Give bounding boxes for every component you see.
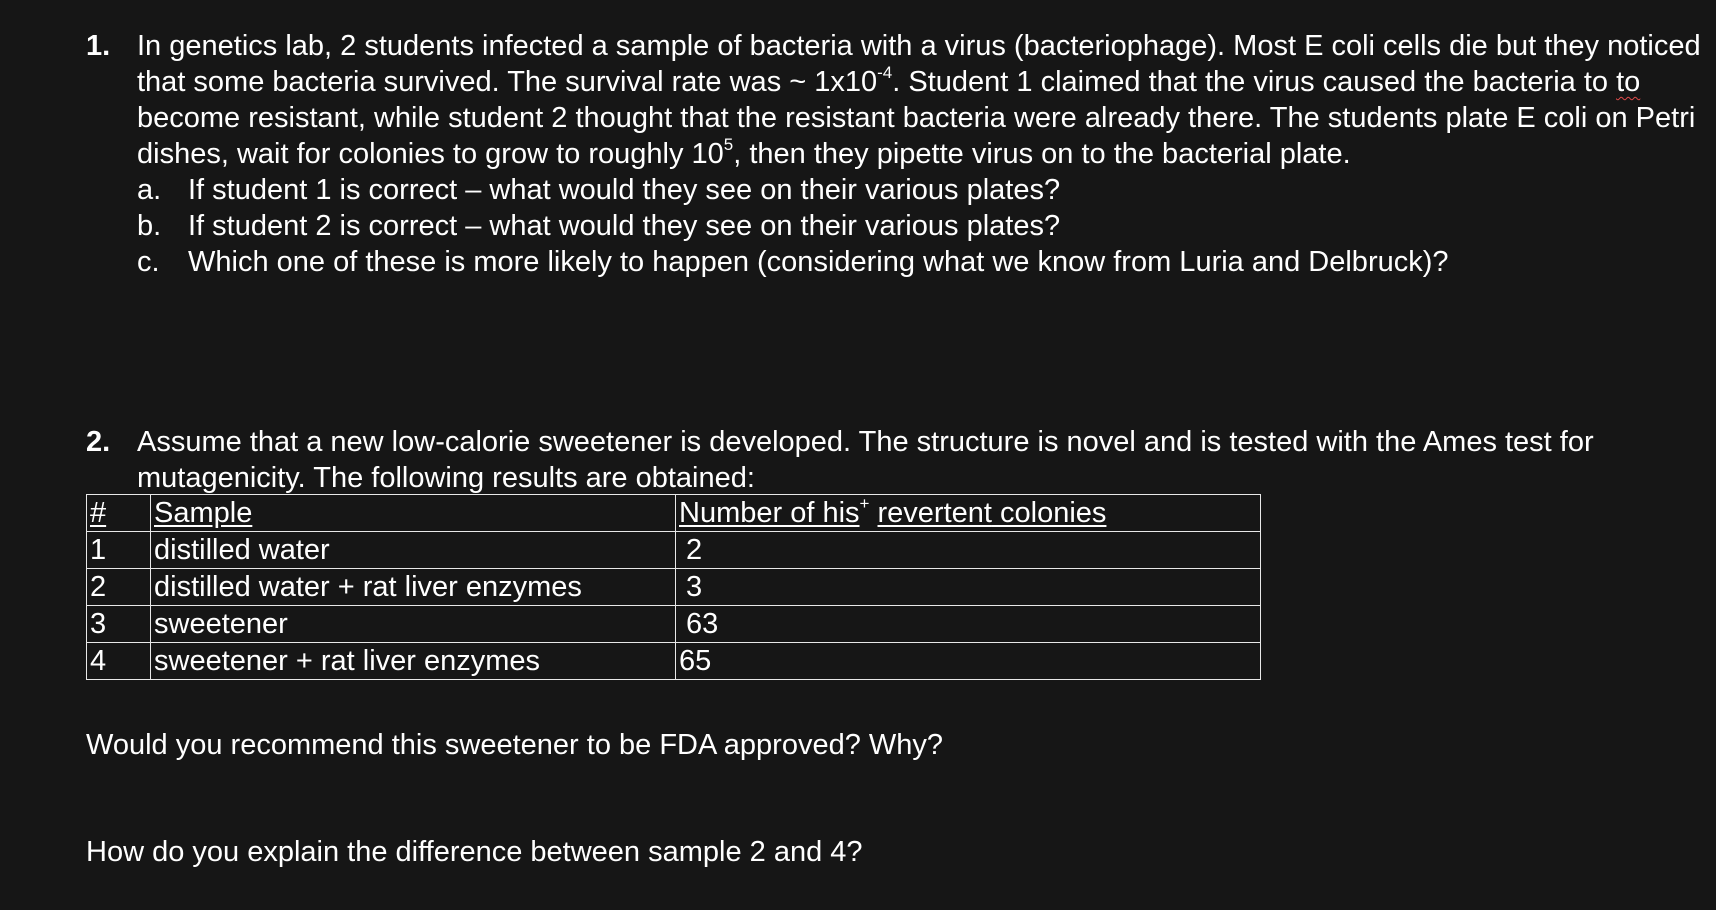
subquestion-text: Which one of these is more likely to happen (considering what we know from Luria and Delbruck)? (188, 246, 1449, 278)
subquestion-b (137, 208, 1707, 244)
row-count: 2 (676, 532, 1261, 569)
row-sample: sweetener + rat liver enzymes (151, 643, 676, 680)
subquestion-c (137, 244, 1707, 280)
subquestion-letter: b. (137, 210, 162, 242)
question-2 (137, 424, 1707, 496)
follow-up-question-fda: Would you recommend this sweetener to be FDA approved? Why? (86, 729, 944, 761)
row-index: 4 (87, 643, 151, 680)
row-count: 63 (676, 606, 1261, 643)
survival-rate-exponent: -4 (877, 63, 893, 83)
subquestion-text: If student 1 is correct – what would they see on their various plates? (188, 174, 1061, 206)
question-1-text-part: . Student 1 claimed that the virus caused the bacteria to (892, 66, 1617, 98)
row-index: 3 (87, 606, 151, 643)
header-index: # (87, 495, 151, 532)
subquestion-letter: a. (137, 174, 162, 206)
question-1-text-part: In genetics lab, 2 students infected a sample of bacteria with a virus (bacteriophage). Most E coli cells die but they noticed that some bacteria survived. The survival rate was ~ 1x10 (137, 30, 1701, 98)
question-1-text-part: , then they pipette virus on to the bacterial plate. (733, 138, 1351, 170)
row-sample: distilled water (151, 532, 676, 569)
header-sample-label: Sample (154, 497, 253, 529)
question-1-text-part: become resistant, while student 2 thought that the resistant bacteria were already there. The students plate E coli on Petri dishes, wait for colonies to grow to roughly 10 (137, 102, 1696, 170)
subquestion-text: If student 2 is correct – what would they see on their various plates? (188, 210, 1061, 242)
header-count-prefix: Number of his (679, 497, 860, 529)
table-header-row (87, 495, 1261, 532)
row-sample: distilled water + rat liver enzymes (151, 569, 676, 606)
table-row (87, 606, 1261, 643)
question-2-number: 2. (86, 426, 111, 458)
table-row (87, 569, 1261, 606)
spellcheck-flagged-word: to (1616, 66, 1641, 98)
table-row (87, 532, 1261, 569)
subquestion-letter: c. (137, 246, 160, 278)
table-row (87, 643, 1261, 680)
row-index: 2 (87, 569, 151, 606)
row-sample: sweetener (151, 606, 676, 643)
spellcheck-flagged-word: revertent (877, 497, 992, 529)
question-1-text (137, 28, 1707, 172)
ames-results-table (86, 494, 1261, 680)
question-1 (137, 28, 1707, 280)
header-count-suffix: colonies (991, 497, 1107, 529)
subquestion-a (137, 172, 1707, 208)
question-1-number: 1. (86, 30, 111, 62)
row-count: 3 (676, 569, 1261, 606)
header-count-superscript: + (859, 494, 870, 514)
row-index: 1 (87, 532, 151, 569)
row-count: 65 (676, 643, 1261, 680)
question-2-text: Assume that a new low-calorie sweetener is developed. The structure is novel and is tested with the Ames test for mutagenicity. The following results are obtained: (137, 426, 1594, 494)
header-sample (151, 495, 676, 532)
follow-up-question-difference: How do you explain the difference between sample 2 and 4? (86, 836, 863, 868)
colony-size-exponent: 5 (723, 135, 734, 155)
header-count (676, 495, 1261, 532)
